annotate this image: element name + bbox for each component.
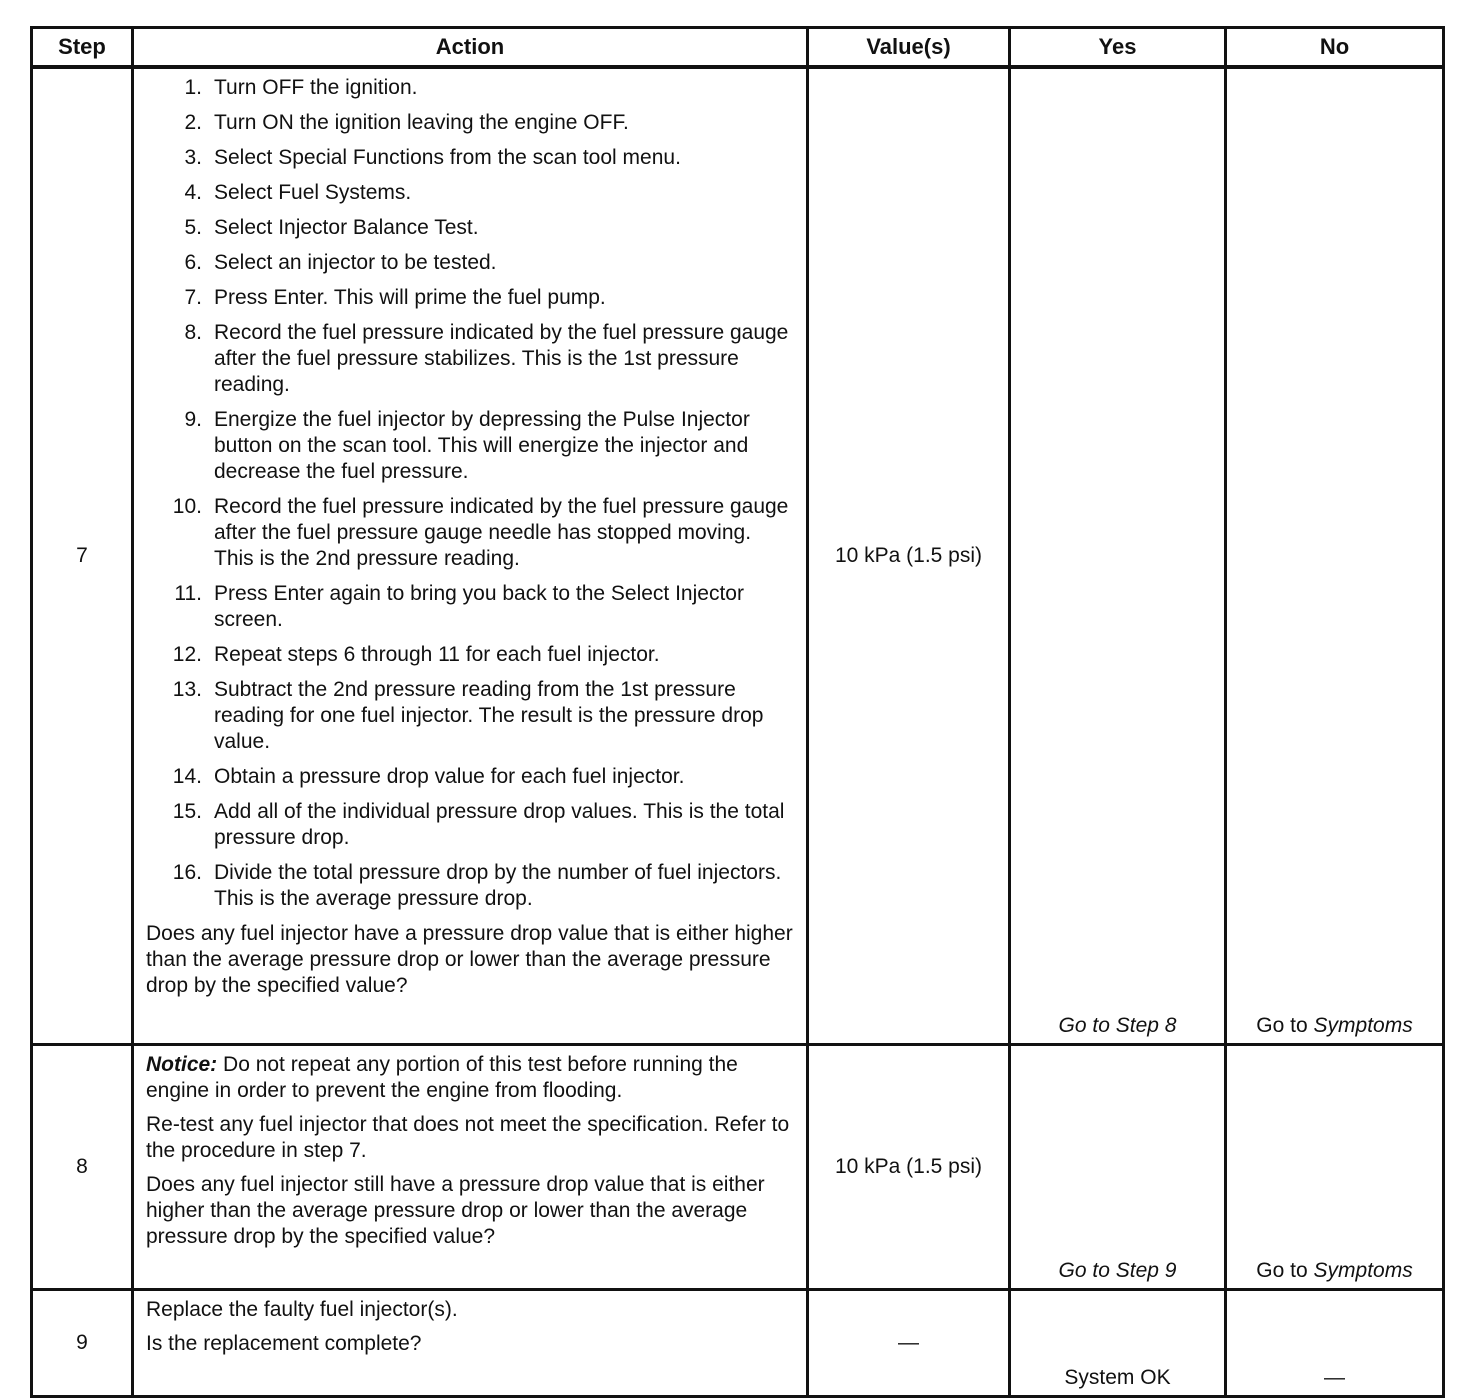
action-question: Does any fuel injector still have a pressure drop value that is either higher than the average pressure drop or lower than the average pressure drop by the specified value? [146,1173,765,1248]
action-step: 11. Press Enter again to bring you back to the Select Injector screen. [174,582,744,631]
step-number: 9 [32,1290,133,1397]
action-step: 13. Subtract the 2nd pressure reading from the 1st pressure reading for one fuel injector. The result is the pressure drop value. [172,678,764,753]
action-step: 14. Obtain a pressure drop value for each fuel injector. [172,765,685,788]
no-cell: — [1226,1290,1444,1397]
header-values: Value(s) [808,28,1010,68]
action-paragraph: Re-test any fuel injector that does not meet the specification. Refer to the procedure in step 7. [146,1113,790,1162]
header-no: No [1226,28,1444,68]
action-step: 9. Energize the fuel injector by depressing the Pulse Injector button on the scan tool. This will energize the injector and decrease the fuel pressure. [184,408,750,483]
header-yes: Yes [1010,28,1226,68]
action-paragraph: Replace the faulty fuel injector(s). [146,1298,458,1321]
action-steps-list [146,75,794,912]
action-step: 4. Select Fuel Systems. [184,181,412,204]
action-cell [133,1290,808,1397]
header-action: Action [133,28,808,68]
yes-cell: Go to Step 9 [1010,1045,1226,1290]
notice-paragraph: Notice: Do not repeat any portion of this test before running the engine in order to prevent the engine from flooding. [146,1053,738,1102]
no-cell: Go to Symptoms [1226,67,1444,1045]
action-step: 2. Turn ON the ignition leaving the engine OFF. [184,111,629,134]
header-row [32,28,1444,68]
action-step: 8. Record the fuel pressure indicated by the fuel pressure gauge after the fuel pressure stabilizes. This is the 1st pressure reading. [184,321,789,396]
action-step: 15. Add all of the individual pressure drop values. This is the total pressure drop. [172,800,785,849]
action-step: 10. Record the fuel pressure indicated by the fuel pressure gauge after the fuel pressure gauge needle has stopped moving. This is the 2nd pressure reading. [172,495,789,570]
table-row-step-7 [32,67,1444,1045]
step-number: 8 [32,1045,133,1290]
action-step: 7. Press Enter. This will prime the fuel pump. [184,286,606,309]
action-step: 3. Select Special Functions from the scan tool menu. [184,146,681,169]
action-step: 1. Turn OFF the ignition. [184,76,418,99]
action-step: 16. Divide the total pressure drop by the number of fuel injectors. This is the average pressure drop. [172,861,782,910]
action-step: 12. Repeat steps 6 through 11 for each fuel injector. [172,643,660,666]
table-row-step-8 [32,1045,1444,1290]
yes-cell: Go to Step 8 [1010,67,1226,1045]
action-cell [133,1045,808,1290]
action-cell [133,67,808,1045]
yes-cell: System OK [1010,1290,1226,1397]
action-step: 6. Select an injector to be tested. [184,251,497,274]
diagnostic-table [30,26,1445,1398]
action-step: 5. Select Injector Balance Test. [184,216,479,239]
table-row-step-9 [32,1290,1444,1397]
action-question: Does any fuel injector have a pressure drop value that is either higher than the average pressure drop or lower than the average pressure drop by the specified value? [146,922,793,997]
value-cell: 10 kPa (1.5 psi) [808,67,1010,1045]
step-number: 7 [32,67,133,1045]
notice-label: Notice: [146,1053,218,1076]
header-step: Step [32,28,133,68]
value-cell: 10 kPa (1.5 psi) [808,1045,1010,1290]
no-cell: Go to Symptoms [1226,1045,1444,1290]
action-question: Is the replacement complete? [146,1332,422,1355]
value-cell: — [808,1290,1010,1397]
